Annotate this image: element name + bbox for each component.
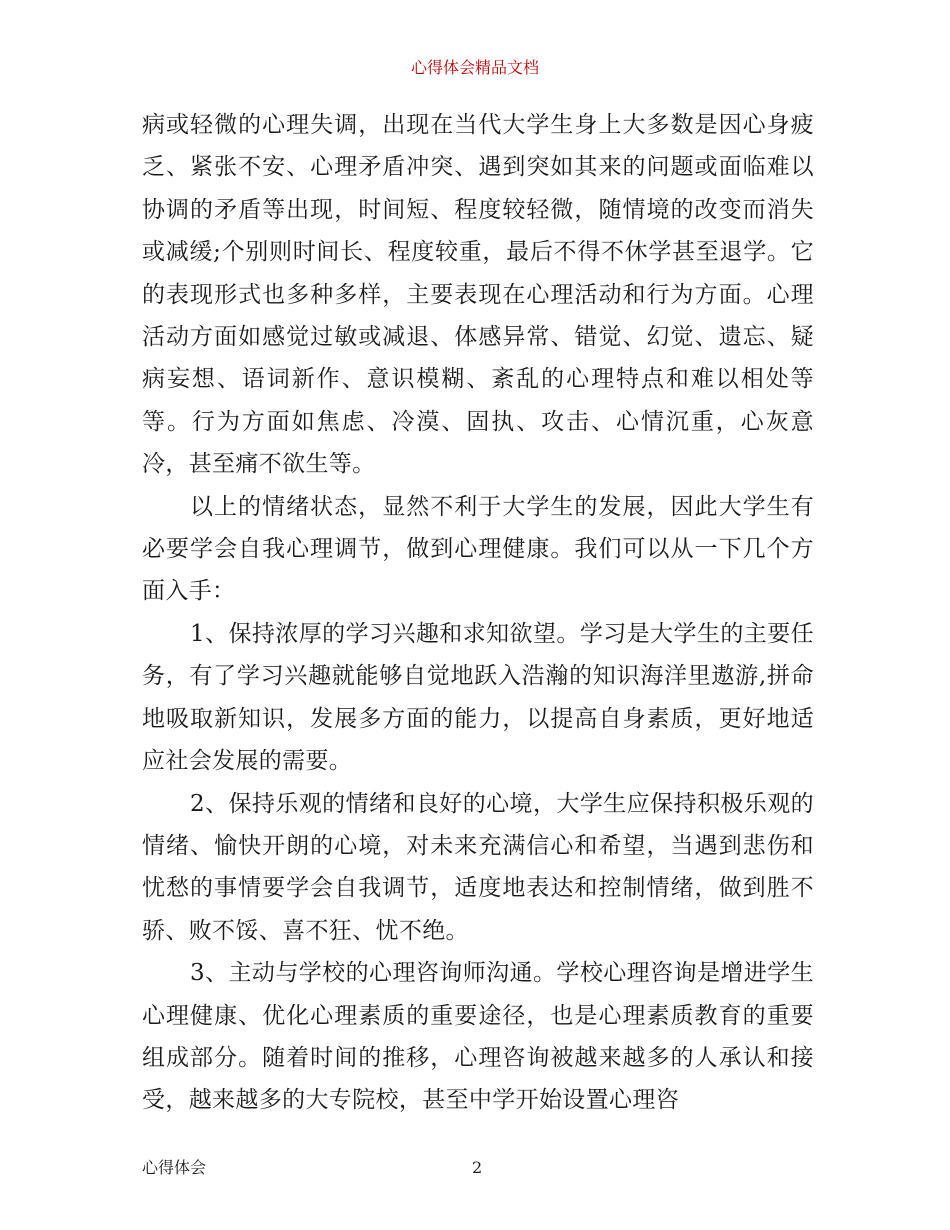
paragraph-continued: 病或轻微的心理失调，出现在当代大学生身上大多数是因心身疲乏、紧张不安、心理矛盾冲突、遇到突如其来的问题或面临难以协调的矛盾等出现，时间短、程度较轻微，随情境的改变而消失或减缓;个别则时间长、程度较重，最后不得不休学甚至退学。它的表现形式也多种多样，主要表现在心理活动和行为方面。心理活动方面如感觉过敏或减退、体感异常、错觉、幻觉、遗忘、疑病妄想、语词新作、意识模糊、紊乱的心理特点和难以相处等等。行为方面如焦虑、冷漠、固执、攻击、心情沉重，心灰意冷，甚至痛不欲生等。 (142, 112, 814, 478)
document-body (142, 104, 814, 1122)
paragraph-intro: 以上的情绪状态，显然不利于大学生的发展，因此大学生有必要学会自我心理调节，做到心理健康。我们可以从一下几个方面入手： (142, 493, 814, 605)
footer-label: 心得体会 (142, 1158, 207, 1177)
paragraph-point-1: 1、保持浓厚的学习兴趣和求知欲望。学习是大学生的主要任务，有了学习兴趣就能够自觉地跃入浩瀚的知识海洋里遨游,拼命地吸取新知识，发展多方面的能力，以提高自身素质，更好地适应社会发展的需要。 (142, 620, 814, 775)
page-footer (142, 1157, 814, 1179)
paragraph-point-3: 3、主动与学校的心理咨询师沟通。学校心理咨询是增进学生心理健康、优化心理素质的重要途径，也是心理素质教育的重要组成部分。随着时间的推移，心理咨询被越来越多的人承认和接受，越来越多的大专院校，甚至中学开始设置心理咨 (142, 960, 814, 1114)
paragraph-point-2: 2、保持乐观的情绪和良好的心境，大学生应保持积极乐观的情绪、愉快开朗的心境，对未来充满信心和希望，当遇到悲伤和忧愁的事情要学会自我调节，适度地表达和控制情绪，做到胜不骄、败不馁、喜不狂、忧不绝。 (142, 790, 814, 944)
page-number: 2 (472, 1158, 483, 1177)
page-header: 心得体会精品文档 (410, 58, 539, 77)
